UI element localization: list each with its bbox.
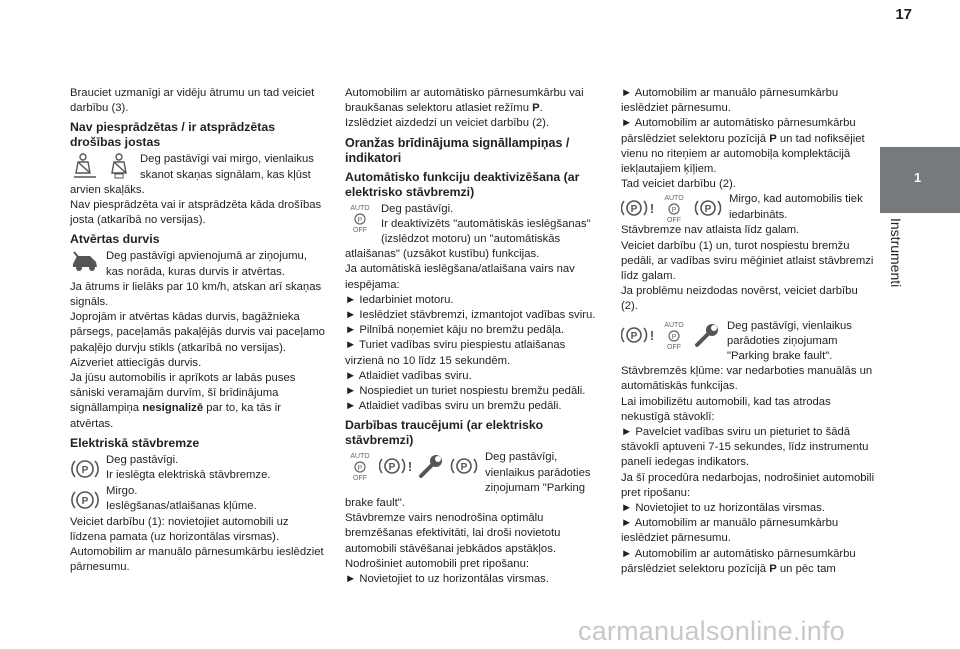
seatbelt-text-2: Nav piesprādzēta vai ir atsprādzēta kāda drošības josta (atkarībā no versijas). bbox=[70, 199, 322, 227]
fault2-line-2: Lai imobilizētu automobili, kad tas atrodas nekustīgā stāvoklī: bbox=[621, 395, 831, 423]
auto-line-1: Ja automātiskā ieslēgšana/atlaišana vairs nav iespējama: bbox=[345, 263, 575, 291]
fault2-line-3: ► Pavelciet vadības sviru un pieturiet to šādā stāvoklī aptuveni 7-15 sekundes, līdz instrumentu panelī iedegas indikators. bbox=[621, 426, 869, 469]
svg-text:AUTO: AUTO bbox=[664, 321, 684, 329]
ebrake-block-2 bbox=[70, 484, 326, 515]
col3-line-2: ► Automobilim ar automātisko pārnesumkārbu pārslēdziet selektoru pozīcijā P un tad nofiksējiet vienu no riteņiem ar automobiļa komplektācijā iekļautajiem ķīļiem. bbox=[621, 117, 865, 176]
step-2: ► Ieslēdziet stāvbremzi, izmantojot vadības sviru. bbox=[345, 309, 596, 322]
svg-text:P: P bbox=[460, 462, 468, 474]
column-1 bbox=[70, 86, 326, 576]
col3-line-3: Tad veiciet darbību (2). bbox=[621, 178, 736, 191]
fault2-line-1: Stāvbremzēs kļūme: var nedarboties manuālās un automātiskās funkcijas. bbox=[621, 365, 873, 393]
auto-desc: Ir deaktivizēts "automātiskās ieslēgšanas" (izslēdzot motoru) un "automātiskās atlaišanas" (uzsākot kustību) funkcijas. bbox=[345, 217, 591, 261]
seatbelt-text: Deg pastāvīgi vai mirgo, vienlaikus skanot skaņas signālam, kas kļūst arvien skaļāks. bbox=[70, 153, 314, 196]
rear-seatbelt-warning-icon bbox=[104, 153, 134, 179]
wrench-icon bbox=[417, 452, 445, 480]
ebrake-line-2: Automobilim ar manuālo pārnesumkārbu ieslēdziet pārnesumu. bbox=[70, 546, 324, 574]
svg-text:!: ! bbox=[407, 459, 413, 475]
heading-electric-parking-brake: Elektriskā stāvbremze bbox=[70, 435, 200, 450]
fault2-line-5: ► Novietojiet to uz horizontālas virsmas. bbox=[621, 502, 825, 515]
fault-line-3: ► Novietojiet to uz horizontālas virsmas. bbox=[345, 573, 549, 586]
col3-line-1: ► Automobilim ar manuālo pārnesumkārbu ieslēdziet pārnesumu. bbox=[621, 87, 839, 115]
heading-malfunction: Darbības traucējumi (ar elektrisko stāvbremzi) bbox=[345, 418, 544, 448]
heading-auto-deactivation: Automātisko funkciju deaktivizēšana (ar elektrisko stāvbremzi) bbox=[345, 169, 580, 199]
parking-brake-icon bbox=[70, 454, 100, 484]
auto-off-icon bbox=[345, 451, 375, 481]
brake-warning-icon bbox=[621, 196, 655, 220]
auto-text: Deg pastāvīgi. bbox=[381, 202, 454, 215]
parking-brake-icon bbox=[693, 195, 723, 221]
col2-intro: Automobilim ar automātisko pārnesumkārbu vai braukšanas selektoru atlasiet režīmu P. bbox=[345, 87, 584, 115]
intro-text: Brauciet uzmanīgi ar vidēju ātrumu un tad veiciet darbību (3). bbox=[70, 87, 315, 115]
flash-block bbox=[621, 192, 877, 223]
step-4: ► Turiet vadības sviru piespiestu atlaišanas virzienā no 10 līdz 15 sekundēm. bbox=[345, 339, 566, 367]
step-6: ► Nospiediet un turiet nospiestu bremžu pedāli. bbox=[345, 385, 586, 398]
flash-line-1: Stāvbremze nav atlaista līdz galam. bbox=[621, 224, 800, 237]
svg-text:P: P bbox=[630, 204, 638, 216]
seatbelt-warning-icon bbox=[70, 153, 100, 179]
flash-line-2: Veiciet darbību (1) un, turot nospiestu bremžu pedāli, ar vadības sviru mēģiniet atlaist stāvbremzi līdz galam. bbox=[621, 239, 874, 283]
auto-block bbox=[345, 202, 601, 263]
doors-line-1: Ja ātrums ir lielāks par 10 km/h, atskan arī skaņas signāls. bbox=[70, 280, 322, 309]
svg-text:P: P bbox=[671, 333, 677, 341]
svg-text:!: ! bbox=[649, 201, 655, 217]
wrench-icon bbox=[693, 321, 721, 349]
heading-orange-lamps: Oranžas brīdinājuma signāllampiņas / indikatori bbox=[345, 135, 570, 165]
fault2-line-4: Ja šī procedūra nedarbojas, nodrošiniet automobili pret ripošanu: bbox=[621, 471, 875, 499]
ebrake-block-1 bbox=[70, 453, 326, 484]
fault2-text: Deg pastāvīgi, vienlaikus parādoties ziņojumam "Parking brake fault". bbox=[727, 319, 852, 363]
svg-text:P: P bbox=[357, 216, 363, 224]
svg-text:P: P bbox=[357, 465, 363, 473]
svg-text:P: P bbox=[671, 207, 677, 215]
svg-text:AUTO: AUTO bbox=[350, 453, 370, 461]
svg-text:P: P bbox=[81, 495, 89, 507]
heading-doors: Atvērtas durvis bbox=[70, 232, 160, 247]
fault2-block bbox=[621, 319, 877, 365]
fault-line-2: Nodrošiniet automobili pret ripošanu: bbox=[345, 557, 529, 570]
doors-text: Deg pastāvīgi apvienojumā ar ziņojumu, kas norāda, kuras durvis ir atvērtas. bbox=[106, 250, 307, 278]
svg-text:P: P bbox=[388, 462, 396, 474]
chapter-tab-number: 1 bbox=[914, 170, 922, 185]
step-5: ► Atlaidiet vadības sviru. bbox=[345, 369, 472, 382]
svg-text:OFF: OFF bbox=[667, 217, 681, 224]
ebrake-flash-desc: Ieslēgšanas/atlaišanas kļūme. bbox=[106, 500, 257, 513]
ebrake-line-1: Veiciet darbību (1): novietojiet automobili uz līdzena pamata (uz horizontālas virsmas). bbox=[70, 515, 289, 544]
svg-text:!: ! bbox=[649, 327, 655, 343]
doors-line-2: Joprojām ir atvērtas kādas durvis, bagāžnieka pārsegs, paceļamās pakaļējās durvis vai paceļamo pakaļējo durvju stikls (atkarībā no versijas). bbox=[70, 311, 325, 354]
parking-brake-flash-icon bbox=[70, 485, 100, 515]
open-door-icon bbox=[70, 250, 100, 272]
fault-line-1: Stāvbremze vairs nenodrošina optimālu bremzēšanas efektivitāti, lai droši novietotu automobili stāvēšanai jebkādos apstākļos. bbox=[345, 512, 561, 555]
watermark: carmanualsonline.info bbox=[578, 616, 845, 646]
fault2-line-6: ► Automobilim ar manuālo pārnesumkārbu ieslēdziet pārnesumu. bbox=[621, 517, 839, 545]
column-3 bbox=[621, 86, 877, 577]
flash-text: Mirgo, kad automobilis tiek iedarbināts. bbox=[729, 193, 863, 221]
brake-warning-icon bbox=[379, 454, 413, 478]
step-7: ► Atlaidiet vadības sviru un bremžu pedāli. bbox=[345, 400, 562, 413]
ebrake-on-text: Deg pastāvīgi. bbox=[106, 453, 179, 466]
seatbelt-block bbox=[70, 152, 326, 198]
fault-block bbox=[345, 450, 601, 511]
parking-brake-icon bbox=[449, 453, 479, 479]
svg-text:AUTO: AUTO bbox=[350, 204, 370, 212]
chapter-title: Instrumenti bbox=[888, 218, 904, 288]
fault2-line-7: ► Automobilim ar automātisko pārnesumkārbu pārslēdziet selektoru pozīcijā P un pēc tam bbox=[621, 547, 856, 575]
auto-off-icon bbox=[659, 320, 689, 350]
auto-off-icon bbox=[659, 193, 689, 223]
seatbelt-icons bbox=[70, 153, 134, 179]
svg-text:P: P bbox=[704, 204, 712, 216]
step-3: ► Pilnībā noņemiet kāju no bremžu pedāļa. bbox=[345, 324, 565, 337]
svg-text:P: P bbox=[81, 464, 89, 476]
step-1: ► Iedarbiniet motoru. bbox=[345, 293, 454, 306]
auto-off-icon bbox=[345, 203, 375, 233]
heading-seatbelts: Nav piesprādzētas / ir atsprādzētas drošības jostas bbox=[70, 120, 276, 150]
svg-text:OFF: OFF bbox=[353, 226, 367, 233]
brake-warning-icon bbox=[621, 323, 655, 347]
svg-text:OFF: OFF bbox=[667, 343, 681, 350]
chapter-tab[interactable] bbox=[880, 147, 960, 213]
doors-block bbox=[70, 249, 326, 279]
page-number: 17 bbox=[895, 6, 912, 23]
svg-text:OFF: OFF bbox=[353, 475, 367, 482]
col2-intro-2: Izslēdziet aizdedzi un veiciet darbību (2). bbox=[345, 117, 550, 130]
column-2 bbox=[345, 86, 601, 587]
ebrake-flash-text: Mirgo. bbox=[106, 484, 138, 497]
fault-text: Deg pastāvīgi, vienlaikus parādoties ziņojumam "Parking brake fault". bbox=[345, 451, 591, 510]
doors-line-4: Ja jūsu automobilis ir aprīkots ar labās puses sāniski veramajām durvīm, šī brīdinājuma signāllampiņa nesignalizē par to, ka tās ir atvērtas. bbox=[70, 372, 296, 430]
ebrake-on-desc: Ir ieslēgta elektriskā stāvbremze. bbox=[106, 469, 271, 482]
doors-line-3: Aizveriet attiecīgās durvis. bbox=[70, 356, 202, 369]
flash-line-3: Ja problēmu neizdodas novērst, veiciet darbību (2). bbox=[621, 285, 858, 313]
svg-text:AUTO: AUTO bbox=[664, 195, 684, 203]
svg-text:P: P bbox=[630, 330, 638, 342]
